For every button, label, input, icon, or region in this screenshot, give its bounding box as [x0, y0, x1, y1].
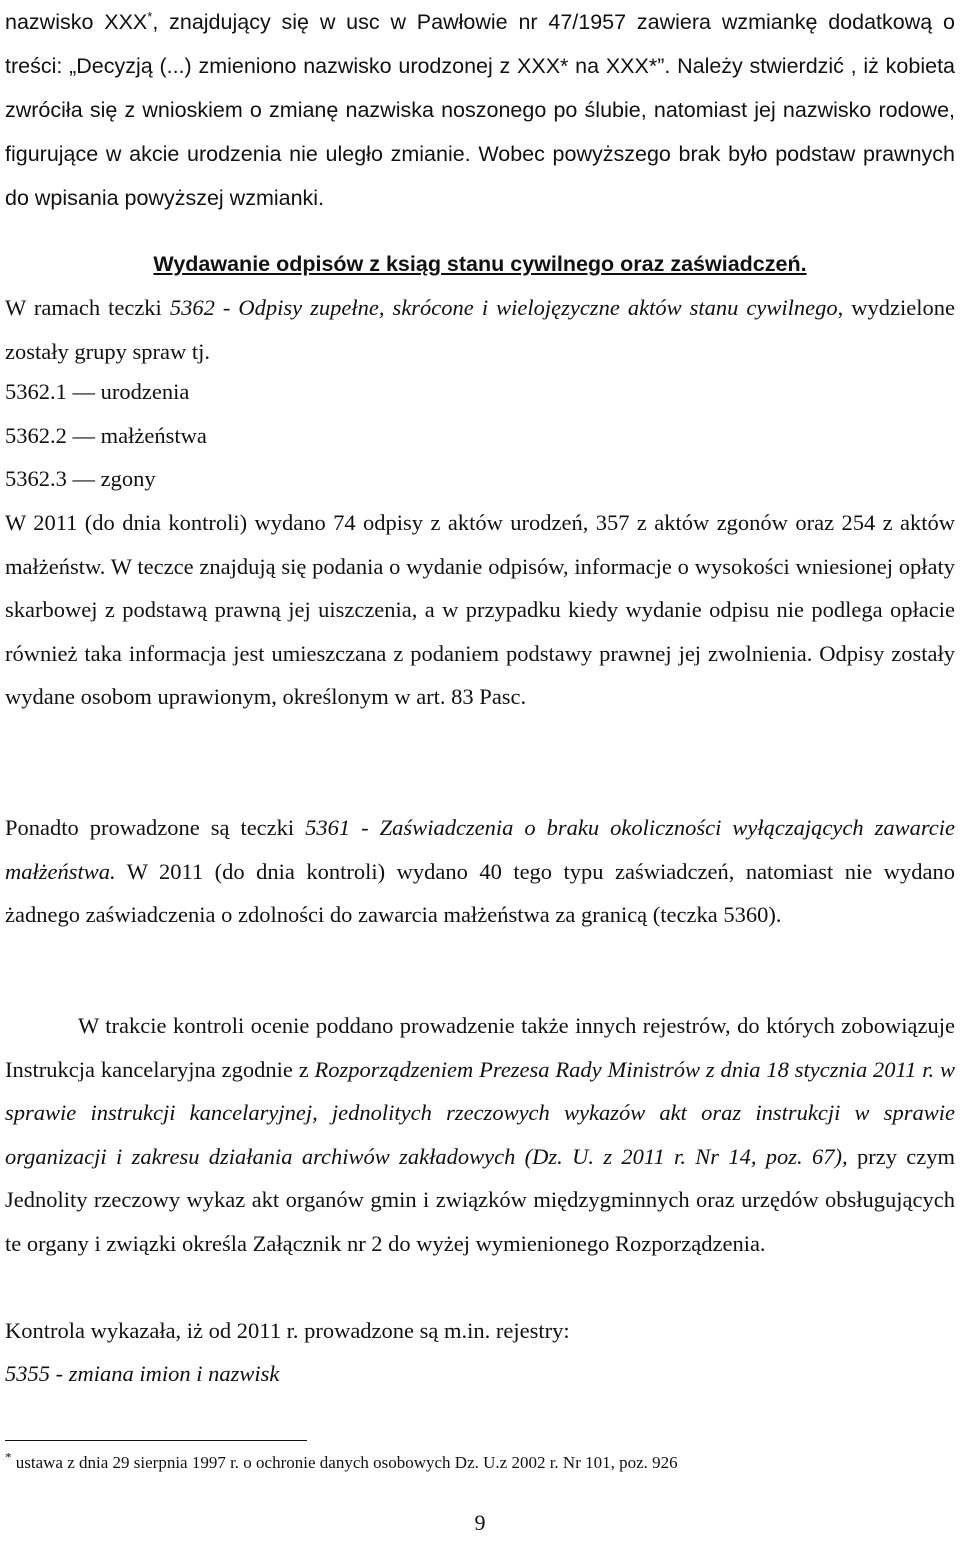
- paragraph-registers: [5, 1004, 955, 1265]
- text-span: W ramach teczki: [5, 295, 170, 320]
- text-span: W trakcie kontroli ocenie poddano prowadzenie także innych rejestrów, do których zobowiązuje Instrukcja kancelaryjna zgodnie z: [5, 1013, 955, 1082]
- paragraph-name-change: [5, 0, 955, 220]
- footnote-marker: *: [147, 8, 153, 24]
- footnote: [5, 1450, 678, 1476]
- register-label: 5355 - zmiana imion i nazwisk: [5, 1361, 280, 1386]
- regulation-citation: Rozporządzeniem Prezesa Rady Ministrów z dnia 18 stycznia 2011 r. w sprawie instrukcji kancelaryjnej, jednolitych rzeczowych wykazów akt oraz instrukcji w sprawie organizacji i zakresu działania archiwów zakładowych (Dz. U. z 2011 r. Nr 14, poz. 67),: [5, 1056, 955, 1169]
- section-heading: Wydawanie odpisów z ksiąg stanu cywilnego oraz zaświadczeń.: [153, 252, 807, 276]
- list-item: 5362.3 — zgony: [5, 466, 156, 491]
- paragraph-control-result: Kontrola wykazała, iż od 2011 r. prowadzone są m.in. rejestry:: [5, 1318, 570, 1343]
- text-span: przy czym Jednolity rzeczowy wykaz akt organów gmin i związków międzygminnych oraz urzędów obsługujących te organy i związki określa Załącznik nr 2 do wyżej wymienionego Rozporządzenia.: [5, 1143, 955, 1256]
- folder-title: 5361 - Zaświadczenia o braku okoliczności wyłączających zawarcie małżeństwa.: [5, 815, 955, 884]
- text-span: W 2011 (do dnia kontroli) wydano 40 tego typu zaświadczeń, natomiast nie wydano żadnego zaświadczenia o zdolności do zawarcia małżeństwa za granicą (teczka 5360).: [5, 858, 955, 927]
- text-span: , wydzielone zostały grupy spraw tj.: [5, 295, 955, 364]
- paragraph-folder-5361: [5, 806, 955, 937]
- folder-title: 5362 - Odpisy zupełne, skrócone i wielojęzyczne aktów stanu cywilnego: [169, 295, 838, 320]
- paragraph-folder-5362: [5, 286, 955, 373]
- text-span: Ponadto prowadzone są teczki: [5, 815, 306, 840]
- register-item: [5, 1352, 955, 1396]
- paragraph-statistics: W 2011 (do dnia kontroli) wydano 74 odpisy z aktów urodzeń, 357 z aktów zgonów oraz 254 z aktów małżeństw. W teczce znajdują się podania o wydanie odpisów, informacje o wysokości wniesionej opłaty skarbowej z podstawą prawną jej uiszczenia, a w przypadku kiedy wydanie odpisu nie podlega opłacie również taka informacja jest umieszczana z podaniem podstawy prawnej jej zwolnienia. Odpisy zostały wydane osobom uprawionym, określonym w art. 83 Pasc.: [5, 510, 955, 709]
- list-item: 5362.2 — małżeństwa: [5, 423, 207, 448]
- footnote-marker: *: [5, 1449, 12, 1465]
- list-item: 5362.1 — urodzenia: [5, 379, 190, 404]
- footnote-separator: [5, 1440, 307, 1441]
- text-span: , znajdujący się w usc w Pawłowie nr 47/1957 zawiera wzmiankę dodatkową o treści: „Decyzją (...) zmieniono nazwisko urodzonej z XXX* na XXX*”. Należy stwierdzić , iż kobieta zwróciła się z wnioskiem o zmianę nazwiska noszonego po ślubie, natomiast jej nazwisko rodowe, figurujące w akcie urodzenia nie uległo zmianie. Wobec powyższego brak było podstaw prawnych do wpisania powyższej wzmianki.: [5, 10, 955, 210]
- text-span: nazwisko XXX: [5, 10, 148, 34]
- footnote-text: ustawa z dnia 29 sierpnia 1997 r. o ochronie danych osobowych Dz. U.z 2002 r. Nr 101, poz. 926: [11, 1453, 678, 1472]
- page-number: 9: [474, 1510, 486, 1535]
